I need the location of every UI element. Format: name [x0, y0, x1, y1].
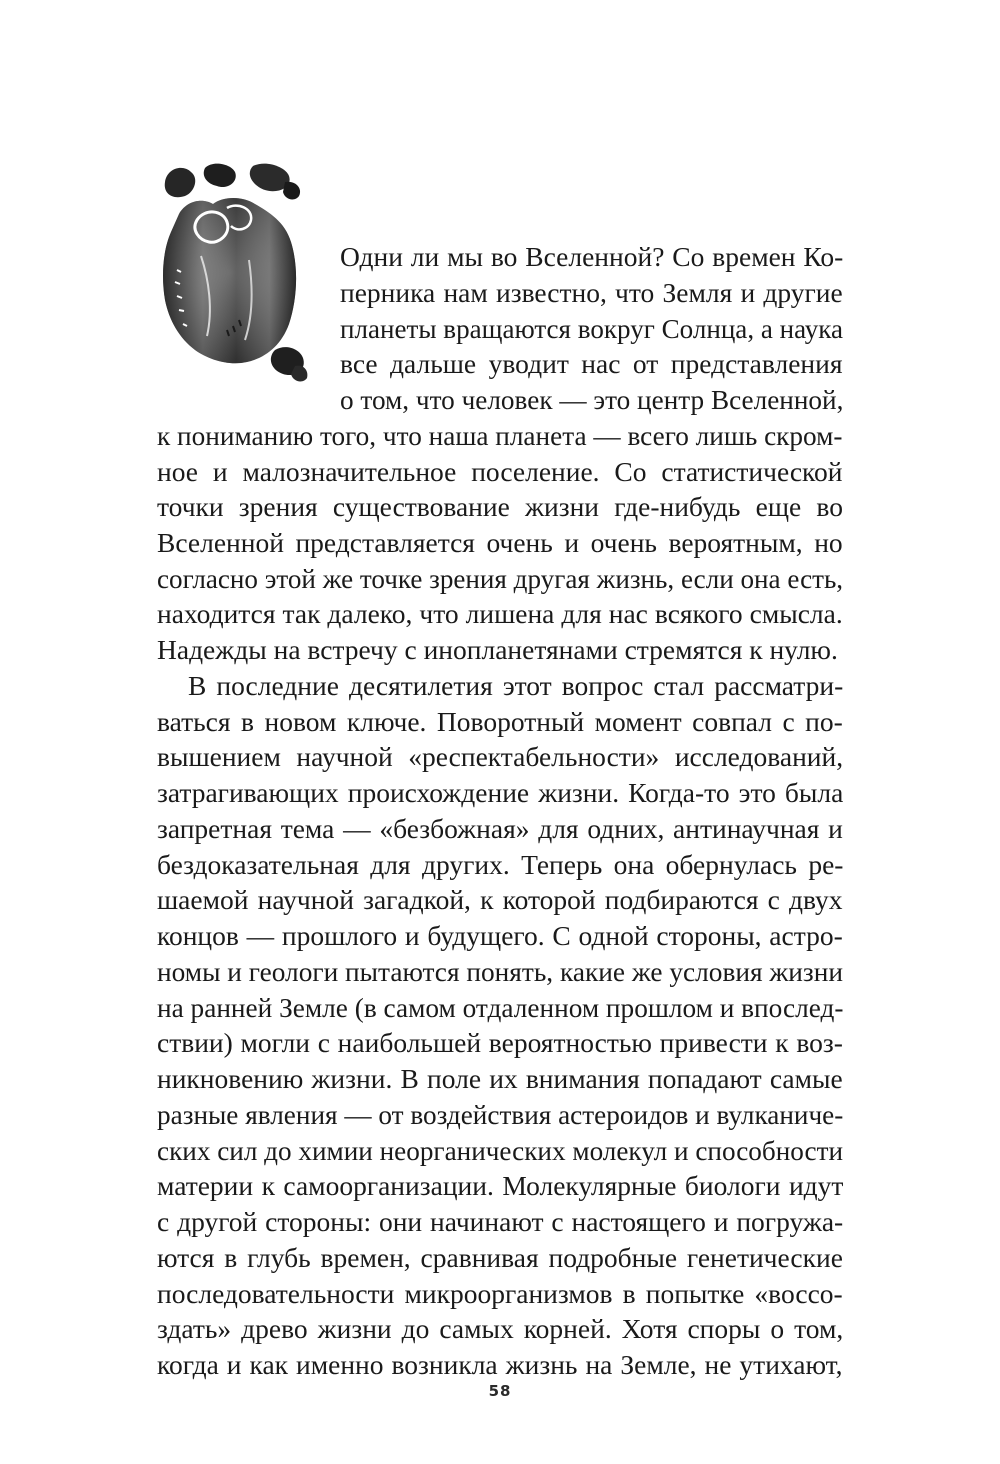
text-line: точки зрения существование жизни где-нибудь еще во — [157, 491, 843, 523]
text-line: номы и геологи пытаются понять, какие же условия жизни — [157, 955, 843, 987]
text-line: ваться в новом ключе. Поворотный момент совпал с по- — [157, 705, 843, 737]
text-line: вышением научной «респектабельности» исследований, — [157, 741, 844, 773]
text-line: Одни ли мы во Вселенной? Со времен Ко- — [340, 241, 844, 272]
text-line: последовательности микроорганизмов в попытке «воссо- — [157, 1277, 843, 1309]
text-line: на ранней Земле (в самом отдаленном прошлом и впослед- — [157, 991, 844, 1023]
text-line: все дальше уводит нас от представления — [340, 348, 843, 380]
text-line: ются в глубь времен, сравнивая подробные генетические — [157, 1241, 843, 1273]
text-line: концов — прошлого и будущего. С одной стороны, астро- — [157, 920, 843, 952]
text-line: запретная тема — «безбожная» для одних, антинаучная и — [157, 812, 843, 844]
text-line: Вселенной представляется очень и очень вероятным, но — [157, 526, 843, 558]
text-line: о том, что человек — это центр Вселенной, — [340, 384, 844, 415]
ink-blot-illustration-icon — [157, 160, 317, 390]
text-line: здать» древо жизни до самых корней. Хотя споры о том, — [157, 1313, 844, 1345]
text-line: шаемой научной загадкой, к которой подбираются с двух — [157, 884, 843, 916]
text-line: бездоказательная для других. Теперь она обернулась ре- — [157, 848, 844, 880]
text-line: ских сил до химии неорганических молекул и способности — [157, 1134, 844, 1166]
text-line: материи к самоорганизации. Молекулярные биологи идут — [157, 1170, 844, 1202]
text-line: никновению жизни. В поле их внимания попадают самые — [157, 1063, 843, 1095]
text-line: когда и как именно возникла жизнь на Земле, не утихают, — [157, 1349, 843, 1380]
page-number: 58 — [488, 1382, 512, 1400]
text-line: В последние десятилетия этот вопрос стал рассматри- — [188, 669, 844, 701]
text-line: затрагивающих происхождение жизни. Когда-то это была — [157, 777, 844, 809]
text-line: ствии) могли с наибольшей вероятностью привести к воз- — [157, 1027, 843, 1059]
text-line: ное и малозначительное поселение. Со статистической — [157, 455, 843, 487]
text-line: согласно этой же точке зрения другая жизнь, если она есть, — [157, 562, 844, 594]
text-line: к пониманию того, что наша планета — всего лишь скром- — [157, 419, 843, 451]
text-line: Надежды на встречу с инопланетянами стремятся к нулю. — [157, 634, 838, 666]
text-line: планеты вращаются вокруг Солнца, а наука — [340, 312, 844, 344]
text-line: находится так далеко, что лишена для нас всякого смысла. — [157, 598, 843, 630]
text-line: разные явления — от воздействия астероидов и вулканиче- — [157, 1098, 844, 1130]
text-line: перника нам известно, что Земля и другие — [340, 276, 843, 308]
text-line: с другой стороны: они начинают с настоящего и погружа- — [157, 1206, 844, 1237]
